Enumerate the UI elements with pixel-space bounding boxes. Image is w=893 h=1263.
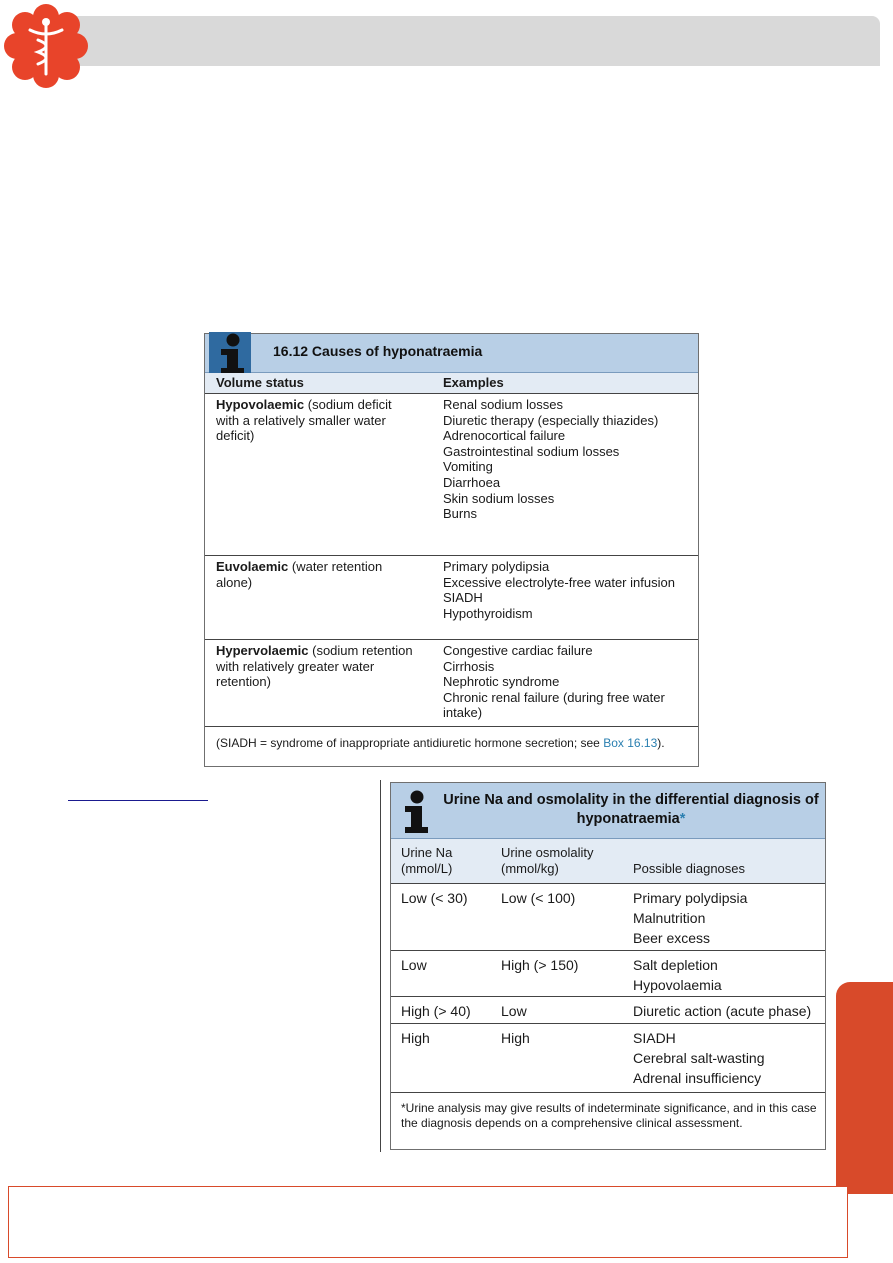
urine-osmolality-value: Low: [501, 1003, 527, 1019]
examples-list: [443, 397, 693, 522]
list-item: Diuretic action (acute phase): [633, 1003, 812, 1019]
info-icon: [209, 332, 251, 376]
list-item: Hypovolaemia: [633, 977, 722, 993]
list-item: Vomiting: [443, 459, 493, 475]
volume-status: Euvolaemic (water retention alone): [216, 559, 383, 590]
list-item: Chronic renal failure (during free water intake): [443, 689, 665, 721]
footer-box: [8, 1186, 848, 1258]
list-item: SIADH: [443, 590, 483, 606]
column-header-urine-na: Urine Na (mmol/L): [401, 845, 453, 876]
list-item: Cerebral salt-wasting: [633, 1050, 765, 1066]
urine-osmolality-value: High (> 150): [501, 957, 579, 973]
diagnoses-list: [633, 888, 823, 948]
examples-list: [443, 559, 693, 621]
table-row: [391, 997, 825, 1024]
list-item: SIADH: [633, 1030, 676, 1046]
table-header: [205, 373, 698, 394]
list-item: Hypothyroidism: [443, 605, 533, 621]
table-row: [391, 951, 825, 997]
box-footnote: (SIADH = syndrome of inappropriate antidiuretic hormone secretion; see Box 16.13).: [216, 736, 665, 750]
list-item: Gastrointestinal sodium losses: [443, 443, 620, 459]
urine-na-osmolality-box: [390, 782, 826, 1150]
urine-na-value: High (> 40): [401, 1003, 471, 1019]
header-bar: [48, 16, 880, 66]
urine-osmolality-value: High: [501, 1030, 530, 1046]
column-header-volume-status: Volume status: [216, 375, 304, 390]
urine-osmolality-value: Low (< 100): [501, 890, 576, 906]
causes-of-hyponatraemia-box: [204, 333, 699, 767]
list-item: Primary polydipsia: [443, 559, 550, 574]
list-item: Salt depletion: [633, 957, 718, 973]
medical-logo-icon: [0, 0, 92, 92]
list-item: Malnutrition: [633, 910, 706, 926]
box-title-bar: [391, 783, 825, 839]
urine-na-value: Low (< 30): [401, 890, 468, 906]
box-title-bar: [205, 334, 698, 373]
list-item: Diuretic therapy (especially thiazides): [443, 412, 659, 428]
list-item: Nephrotic syndrome: [443, 674, 560, 690]
list-item: Diarrhoea: [443, 474, 501, 490]
column-header-examples: Examples: [443, 375, 504, 390]
diagnoses-list: [633, 1001, 823, 1021]
table-row: [391, 1024, 825, 1093]
column-header-possible-diagnoses: Possible diagnoses: [633, 861, 746, 876]
box-title: 16.12 Causes of hyponatraemia: [273, 343, 483, 359]
table-row: [391, 884, 825, 951]
list-item: Adrenal insufficiency: [633, 1070, 762, 1086]
vertical-divider: [380, 780, 381, 1152]
info-icon: [395, 789, 435, 835]
list-item: Excessive electrolyte-free water infusion: [443, 574, 675, 590]
table-row: [205, 394, 698, 556]
underline-decoration: [68, 800, 208, 801]
list-item: Skin sodium losses: [443, 490, 555, 506]
table-header: [391, 839, 825, 884]
diagnoses-list: [633, 955, 823, 995]
box-reference-link[interactable]: Box 16.13: [603, 736, 658, 750]
table-row: [205, 556, 698, 640]
list-item: Adrenocortical failure: [443, 428, 566, 444]
list-item: Renal sodium losses: [443, 397, 563, 412]
chapter-side-tab: [836, 982, 893, 1194]
examples-list: [443, 643, 693, 721]
box-footnote: *Urine analysis may give results of indeterminate significance, and in this case the diagnosis depends on a comprehensive clinical assessment.: [401, 1101, 817, 1130]
list-item: Beer excess: [633, 930, 711, 946]
volume-status: Hypervolaemic (sodium retention with relatively greater water retention): [216, 643, 413, 690]
volume-status: Hypovolaemic (sodium deficit with a relatively smaller water deficit): [216, 397, 392, 444]
list-item: Primary polydipsia: [633, 890, 748, 906]
list-item: Burns: [443, 506, 477, 522]
box-title: Urine Na and osmolality in the differential diagnosis of hyponatraemia*: [443, 792, 819, 827]
table-row: [205, 640, 698, 727]
list-item: Congestive cardiac failure: [443, 643, 593, 658]
urine-na-value: High: [401, 1030, 430, 1046]
urine-na-value: Low: [401, 957, 427, 973]
diagnoses-list: [633, 1028, 823, 1088]
column-header-urine-osmolality: Urine osmolality (mmol/kg): [501, 845, 594, 876]
list-item: Cirrhosis: [443, 658, 495, 674]
